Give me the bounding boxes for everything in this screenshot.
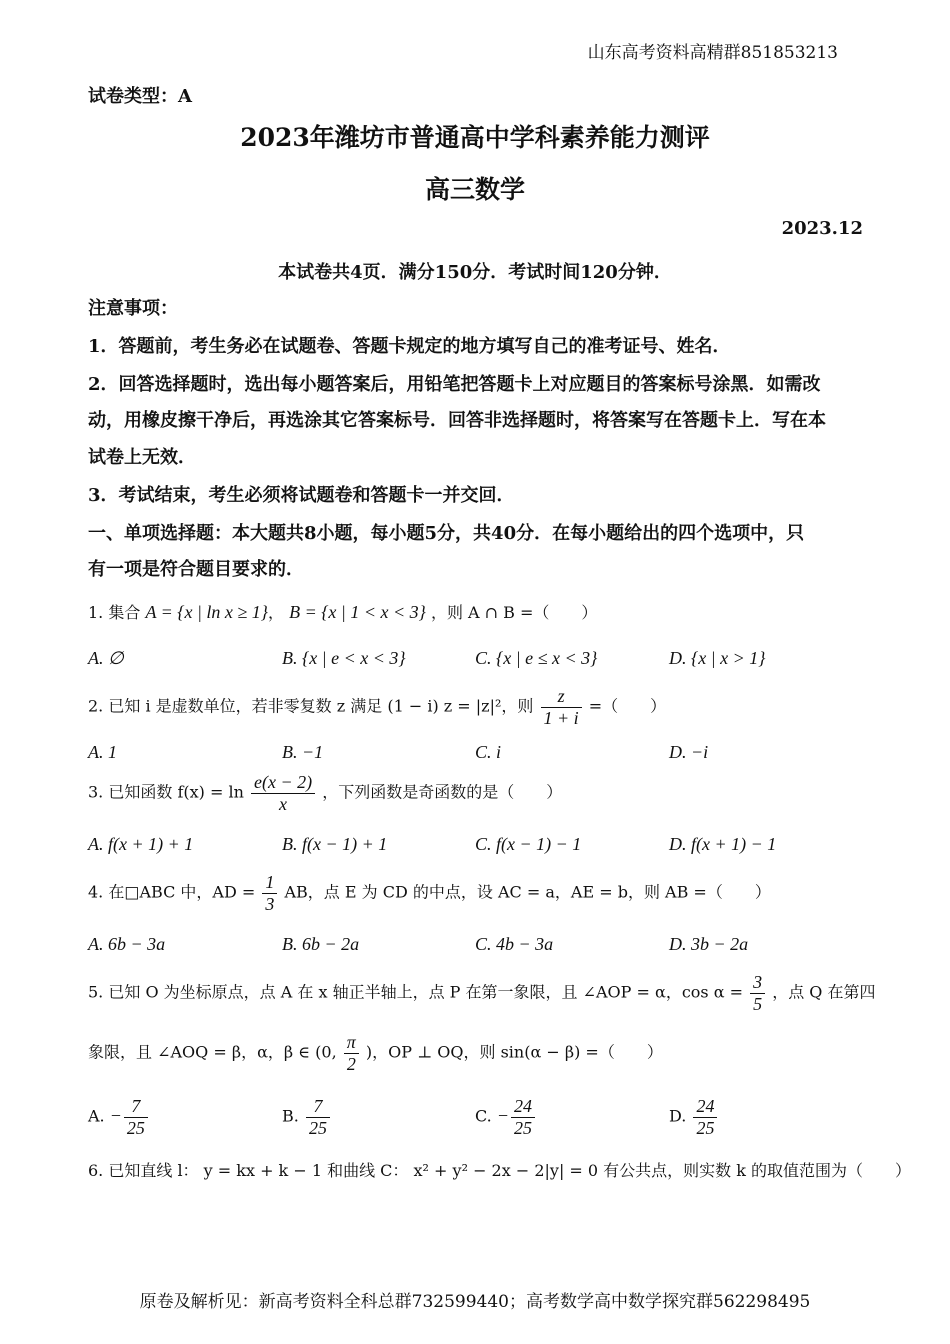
- q4-fraction: [262, 872, 277, 914]
- question-4: [88, 872, 771, 914]
- q5-line2-b: )，OP ⊥ OQ，则 sin(α − β) =（ ）: [365, 1042, 663, 1062]
- q3-frac-num: e(x − 2): [251, 772, 315, 794]
- question-6: 6. 已知直线 l： y = kx + k − 1 和曲线 C： x² + y² − 2x − 2|y| = 0 有公共点，则实数 k 的取值范围为（ ）: [88, 1161, 912, 1180]
- q5-d-den: 25: [696, 1117, 715, 1138]
- q5-b-label: B.: [282, 1106, 299, 1126]
- notice-1: 1．答题前，考生务必在试题卷、答题卡规定的地方填写自己的准考证号、姓名．: [88, 336, 731, 357]
- q3-option-b: B. f(x − 1) + 1: [282, 834, 388, 854]
- q2-option-c: C. i: [475, 742, 502, 762]
- q2-frac-den: 1 + i: [543, 707, 579, 728]
- q3-option-c: C. f(x − 1) − 1: [475, 834, 582, 854]
- q4-option-b: B. 6b − 2a: [282, 934, 360, 954]
- q1-set-a: A = {x | ln x ≥ 1}: [145, 602, 268, 622]
- q5-a-sign: −: [109, 1105, 122, 1126]
- q5-c-sign: −: [496, 1105, 510, 1126]
- notice-3: 3．考试结束，考生必须将试题卷和答题卡一并交回．: [88, 485, 515, 506]
- q2-option-a: A. 1: [88, 742, 117, 762]
- notice-2-end: 试卷上无效．: [88, 447, 196, 468]
- q4-option-c: C. 4b − 3a: [475, 934, 554, 954]
- exam-subtitle: 高三数学: [424, 175, 525, 204]
- notice-2-cont: 动，用橡皮擦干净后，再选涂其它答案标号．回答非选择题时，将答案写在答题卡上．写在本: [88, 410, 826, 431]
- q5-b-den: 25: [308, 1117, 327, 1138]
- exam-title: 2023年潍坊市普通高中学科素养能力测评: [240, 123, 710, 152]
- q1-sep: ，: [267, 603, 284, 622]
- q1-set-b: B = {x | 1 < x < 3}: [289, 602, 426, 622]
- q5-a-num: 7: [124, 1096, 148, 1118]
- exam-info: 本试卷共4页．满分150分．考试时间120分钟．: [278, 262, 672, 283]
- q2-fraction: [541, 686, 582, 728]
- q5-d-frac: [693, 1096, 717, 1138]
- q5-cos-den: 5: [753, 993, 763, 1014]
- q5-option-d: [669, 1096, 719, 1138]
- q2-option-b: B. −1: [282, 742, 324, 762]
- q1-option-d: D. {x | x > 1}: [669, 648, 766, 668]
- q5-b-frac: [306, 1096, 330, 1138]
- exam-date: 2023.12: [781, 218, 863, 239]
- section-heading: 一、单项选择题：本大题共8小题，每小题5分，共40分．在每小题给出的四个选项中，只: [88, 523, 805, 544]
- q5-cos-fraction: [750, 972, 765, 1014]
- q5-d-num: 24: [693, 1096, 717, 1118]
- question-3: [88, 772, 562, 814]
- q3-suffix: ，下列函数是奇函数的是（ ）: [322, 782, 563, 802]
- q5-c-den: 25: [514, 1117, 533, 1138]
- q2-frac-num: z: [541, 686, 582, 708]
- q5-option-c: [475, 1096, 537, 1138]
- footer-note: 原卷及解析见：新高考资料全科总群732599440；高考数学高中数学探究群562298495: [139, 1292, 811, 1312]
- q2-option-d: D. −i: [669, 742, 709, 762]
- q5-b-num: 7: [306, 1096, 330, 1118]
- q1-suffix: ，则 A ∩ B =（ ）: [430, 603, 598, 622]
- header-group-note: 山东高考资料高精群851853213: [587, 43, 838, 63]
- q5-c-num: 24: [511, 1096, 535, 1118]
- q3-option-d: D. f(x + 1) − 1: [669, 834, 777, 854]
- paper-type: 试卷类型：A: [88, 86, 192, 107]
- question-1: [88, 600, 597, 623]
- q1-option-b: B. {x | e < x < 3}: [282, 648, 406, 668]
- section-heading-cont: 有一项是符合题目要求的．: [88, 559, 304, 580]
- question-2: [88, 686, 666, 728]
- notice-2: 2．回答选择题时，选出每小题答案后，用铅笔把答题卡上对应题目的答案标号涂黑．如需改: [88, 374, 821, 395]
- q5-c-frac: [511, 1096, 535, 1138]
- q4-option-a: A. 6b − 3a: [88, 934, 166, 954]
- q5-a-den: 25: [126, 1117, 145, 1138]
- q5-pi-num: π: [344, 1032, 359, 1054]
- q5-line2-a: 象限，且 ∠AOQ = β，α，β ∈ (0,: [88, 1042, 337, 1062]
- q1-option-c: C. {x | e ≤ x < 3}: [475, 648, 598, 668]
- q4-text-a: 4. 在□ABC 中，AD =: [88, 882, 256, 902]
- q5-d-label: D.: [669, 1106, 687, 1126]
- q5-a-label: A.: [88, 1106, 105, 1126]
- q3-option-a: A. f(x + 1) + 1: [88, 834, 194, 854]
- q3-fraction: [251, 772, 315, 814]
- question-5-line-2: [88, 1032, 663, 1074]
- q4-frac-den: 3: [265, 893, 275, 914]
- q5-c-label: C.: [475, 1106, 492, 1126]
- q5-a-frac: [124, 1096, 148, 1138]
- q5-cos-num: 3: [750, 972, 765, 994]
- q4-option-d: D. 3b − 2a: [669, 934, 749, 954]
- q1-prefix: 1. 集合: [88, 603, 141, 622]
- q4-frac-num: 1: [262, 872, 277, 894]
- q2-text: 2. 已知 i 是虚数单位，若非零复数 z 满足 (1 − i) z = |z|²，则: [88, 696, 534, 716]
- q5-pi-fraction: [344, 1032, 359, 1074]
- q5-line1: 5. 已知 O 为坐标原点，点 A 在 x 轴正半轴上，点 P 在第一象限，且 ∠AOP = α，cos α =: [88, 982, 744, 1002]
- q5-option-a: [88, 1096, 150, 1138]
- q5-line1-end: ，点 Q 在第四: [772, 982, 876, 1002]
- q5-pi-den: 2: [346, 1053, 356, 1074]
- question-5-line-1: [88, 972, 876, 1014]
- q1-option-a: A. ∅: [88, 648, 124, 668]
- q4-text-b: AB，点 E 为 CD 的中点，设 AC = a，AE = b，则 AB =（ ）: [284, 882, 771, 902]
- q3-frac-den: x: [279, 793, 288, 814]
- q2-suffix: =（ ）: [588, 696, 667, 716]
- q3-text: 3. 已知函数 f(x) = ln: [88, 782, 244, 802]
- notice-heading: 注意事项：: [88, 298, 178, 319]
- q5-option-b: [282, 1096, 332, 1138]
